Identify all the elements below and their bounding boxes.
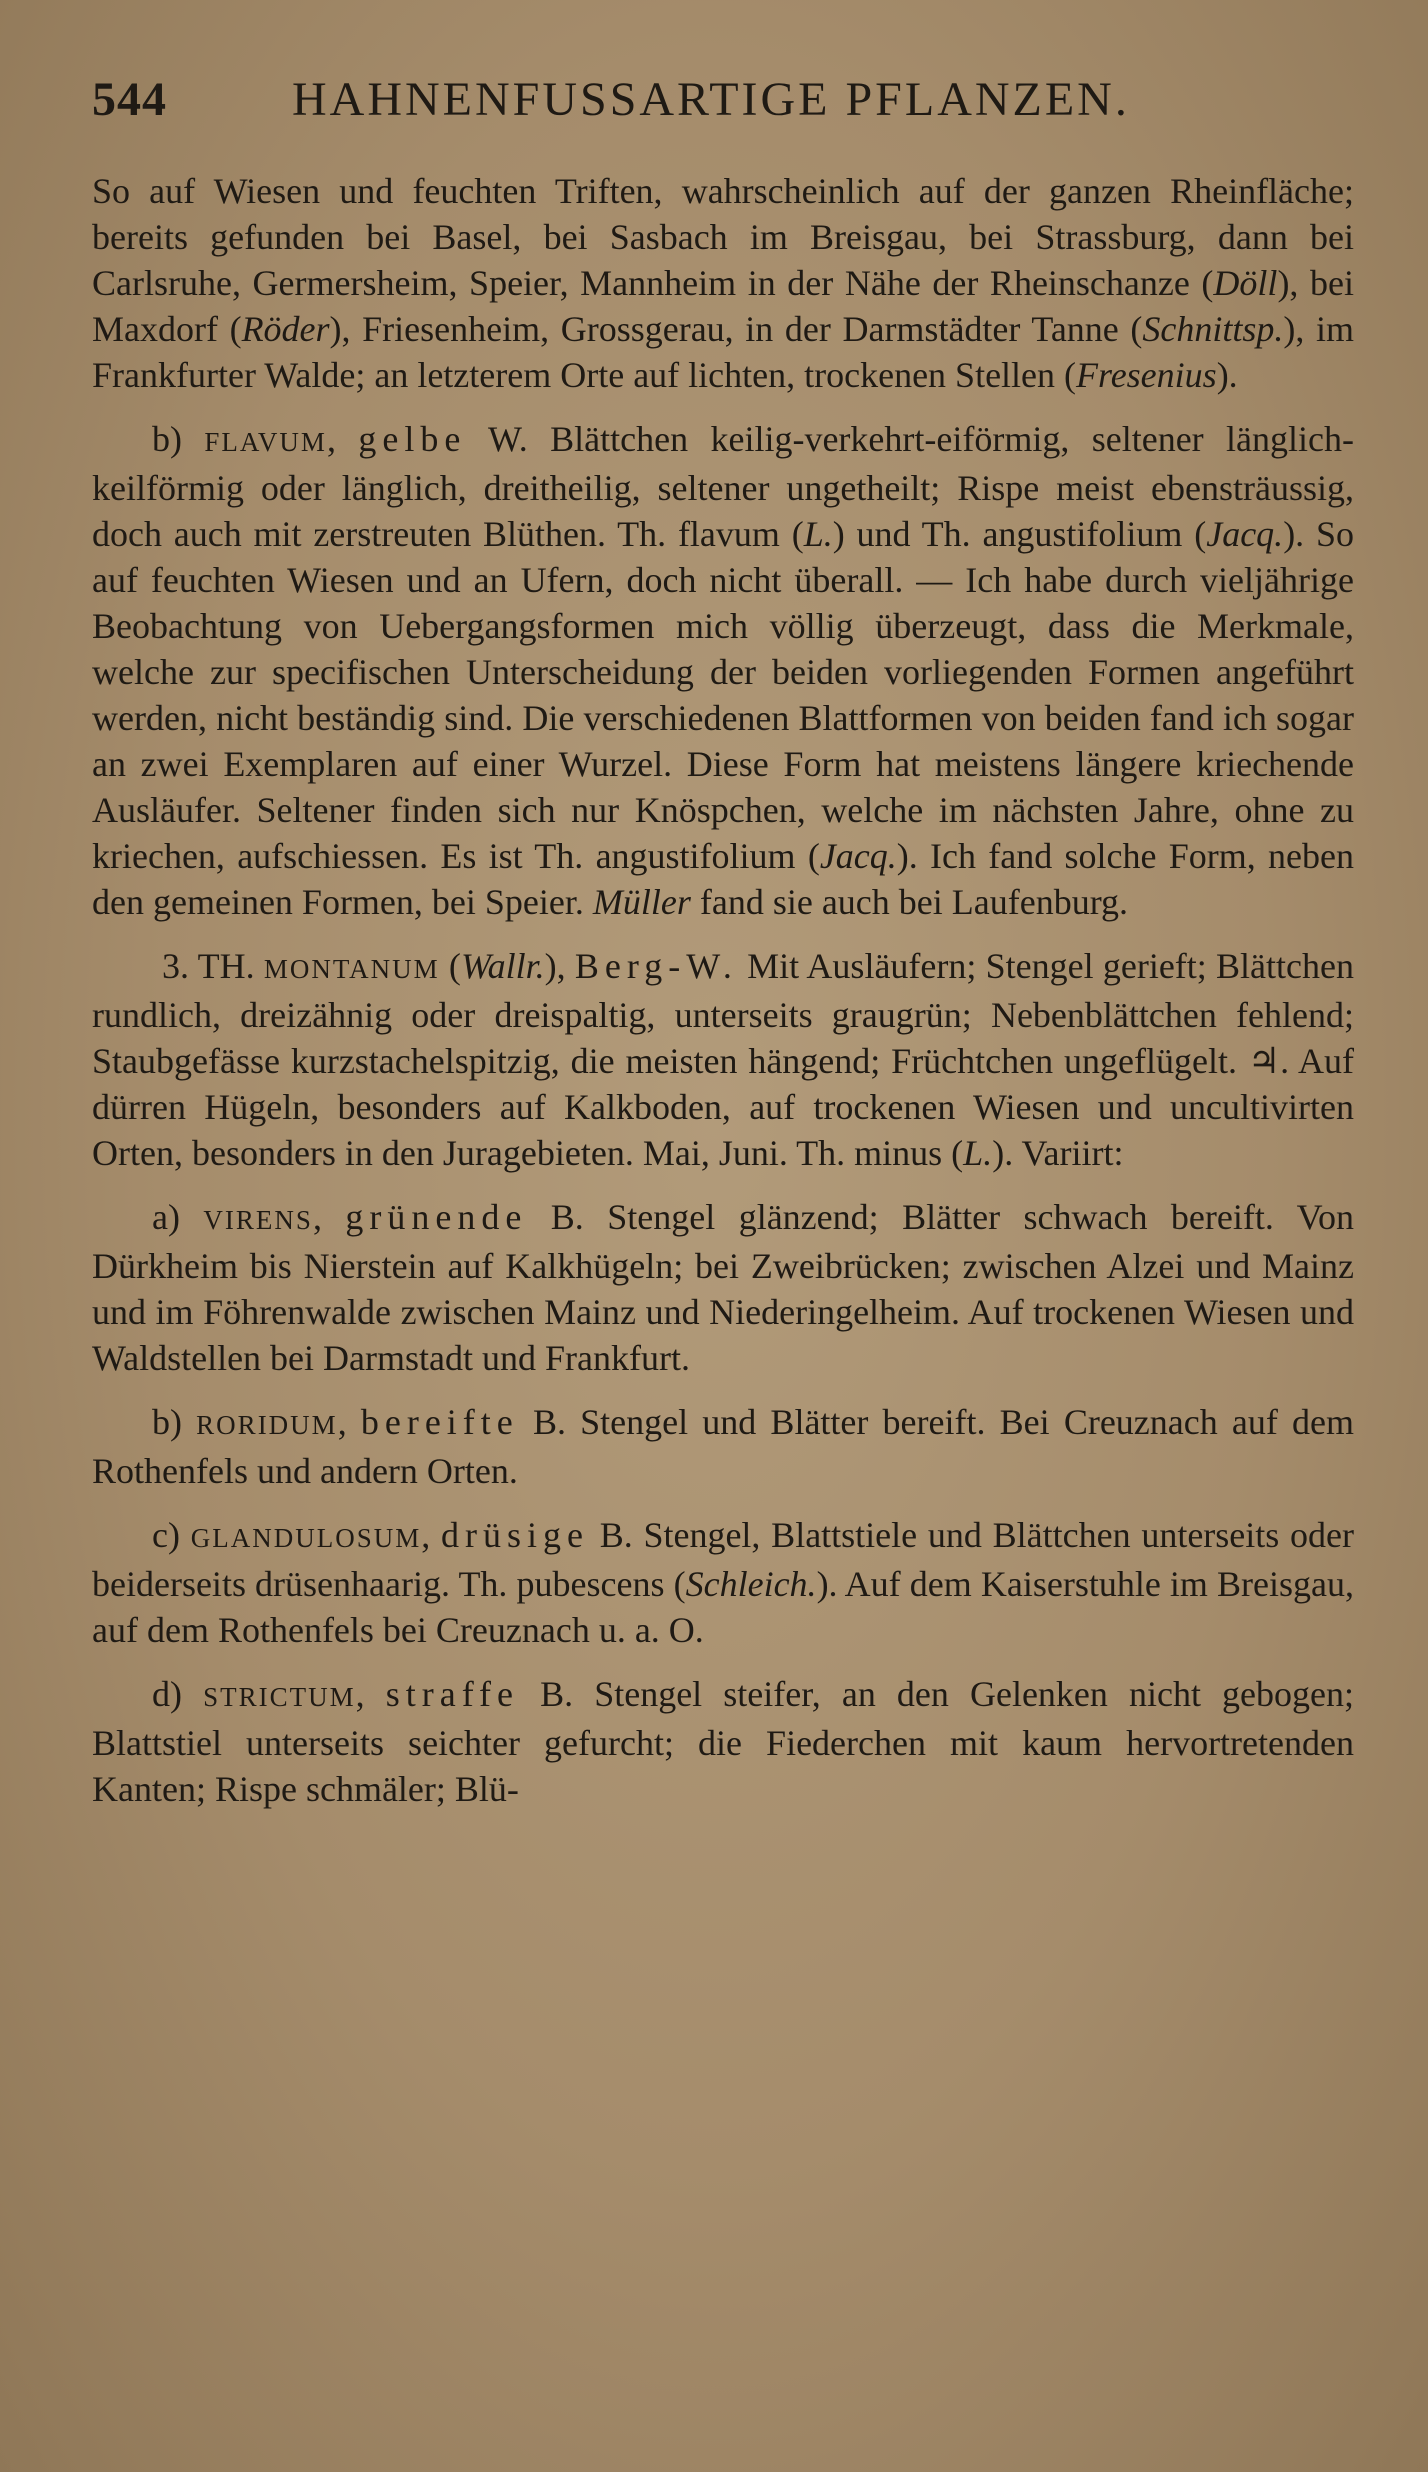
variety-name: RORIDUM xyxy=(196,1410,338,1440)
body-text xyxy=(92,168,1354,1812)
running-title: HAHNENFUSSARTIGE PFLANZEN. xyxy=(292,73,1130,126)
variety-name: VIRENS xyxy=(203,1205,313,1235)
variety-common-name: grünende xyxy=(345,1197,528,1237)
paragraph-variety-roridum: b) RORIDUM, bereifte B. Stengel und Blätter bereift. Bei Creuznach auf dem Rothenfels und andern Orten. xyxy=(92,1402,1355,1491)
variety-common-name: drüsige xyxy=(440,1515,589,1555)
variety-name: STRICTUM xyxy=(203,1682,356,1712)
paragraph-variety-strictum: d) STRICTUM, straffe B. Stengel steifer, an den Gelenken nicht gebogen; Blattstiel unterseits seichter gefurcht; die Fiederchen mit kaum hervortretenden Kanten; Rispe schmäler; Blü- xyxy=(92,1674,1355,1809)
variety-common-name: gelbe xyxy=(358,419,467,459)
paragraph-habitat-continued: So auf Wiesen und feuchten Triften, wahrscheinlich auf der ganzen Rheinfläche; bereits gefunden bei Basel, bei Sasbach im Breisgau, bei Strassburg, dann bei Carlsruhe, Germersheim, Speier, Mannheim in der Nähe der Rheinschanze (Döll), bei Maxdorf (Röder), Friesenheim, Grossgerau, in der Darmstädter Tanne (Schnittsp.), im Frankfurter Walde; an letzterem Orte auf lichten, trockenen Stellen (Fresenius). xyxy=(92,171,1354,395)
variety-name: FLAVUM xyxy=(204,427,327,457)
paragraph-variety-flavum: b) FLAVUM, gelbe W. Blättchen keilig-verkehrt-eiförmig, seltener länglich-keilförmig oder länglich, dreitheilig, seltener ungetheilt; Rispe meist ebensträussig, doch auch mit zerstreuten Blüthen. Th. flavum (L.) und Th. angustifolium (Jacq.). So auf feuchten Wiesen und an Ufern, doch nicht überall. — Ich habe durch vieljährige Beobachtung von Uebergangsformen mich völlig überzeugt, dass die Merkmale, welche zur specifischen Unterscheidung der beiden vorliegenden Formen angeführt werden, nicht beständig sind. Die verschiedenen Blattformen von beiden fand ich sogar an zwei Exemplaren auf einer Wurzel. Diese Form hat meistens längere kriechende Ausläufer. Seltener finden sich nur Knöspchen, welche im nächsten Jahre, ohne zu kriechen, aufschiessen. Es ist Th. angustifolium (Jacq.). Ich fand solche Form, neben den gemeinen Formen, bei Speier. Müller fand sie auch bei Laufenburg. xyxy=(92,419,1355,922)
paragraph-variety-virens: a) VIRENS, grünende B. Stengel glänzend; Blätter schwach bereift. Von Dürkheim bis Nierstein auf Kalkhügeln; bei Zweibrücken; zwischen Alzei und Mainz und im Föhrenwalde zwischen Mainz und Niederingelheim. Auf trockenen Wiesen und Waldstellen bei Darmstadt und Frankfurt. xyxy=(92,1197,1354,1378)
variety-common-name: straffe xyxy=(385,1674,520,1714)
paragraph-species-montanum: 3. TH. MONTANUM (Wallr.), Berg-W. Mit Ausläufern; Stengel gerieft; Blättchen rundlich, dreizähnig oder dreispaltig, unterseits graugrün; Nebenblättchen fehlend; Staubgefässe kurzstachelspitzig, die meisten hängend; Früchtchen ungeflügelt. ♃. Auf dürren Hügeln, besonders auf Kalkboden, auf trockenen Wiesen und uncultivirten Orten, besonders in den Juragebieten. Mai, Juni. Th. minus (L.). Variirt: xyxy=(92,946,1354,1173)
species-name: MONTANUM xyxy=(263,954,440,984)
paragraph-variety-glandulosum: c) GLANDULOSUM, drüsige B. Stengel, Blattstiele und Blättchen unterseits oder beiderseits drüsenhaarig. Th. pubescens (Schleich.). Auf dem Kaiserstuhle im Breisgau, auf dem Rothenfels bei Creuznach u. a. O. xyxy=(92,1515,1355,1650)
variety-name: GLANDULOSUM xyxy=(190,1523,422,1553)
page-number: 544 xyxy=(92,73,167,126)
species-common-name: Berg-W. xyxy=(574,946,738,986)
page-header xyxy=(92,62,1352,142)
variety-common-name: bereifte xyxy=(360,1402,519,1442)
